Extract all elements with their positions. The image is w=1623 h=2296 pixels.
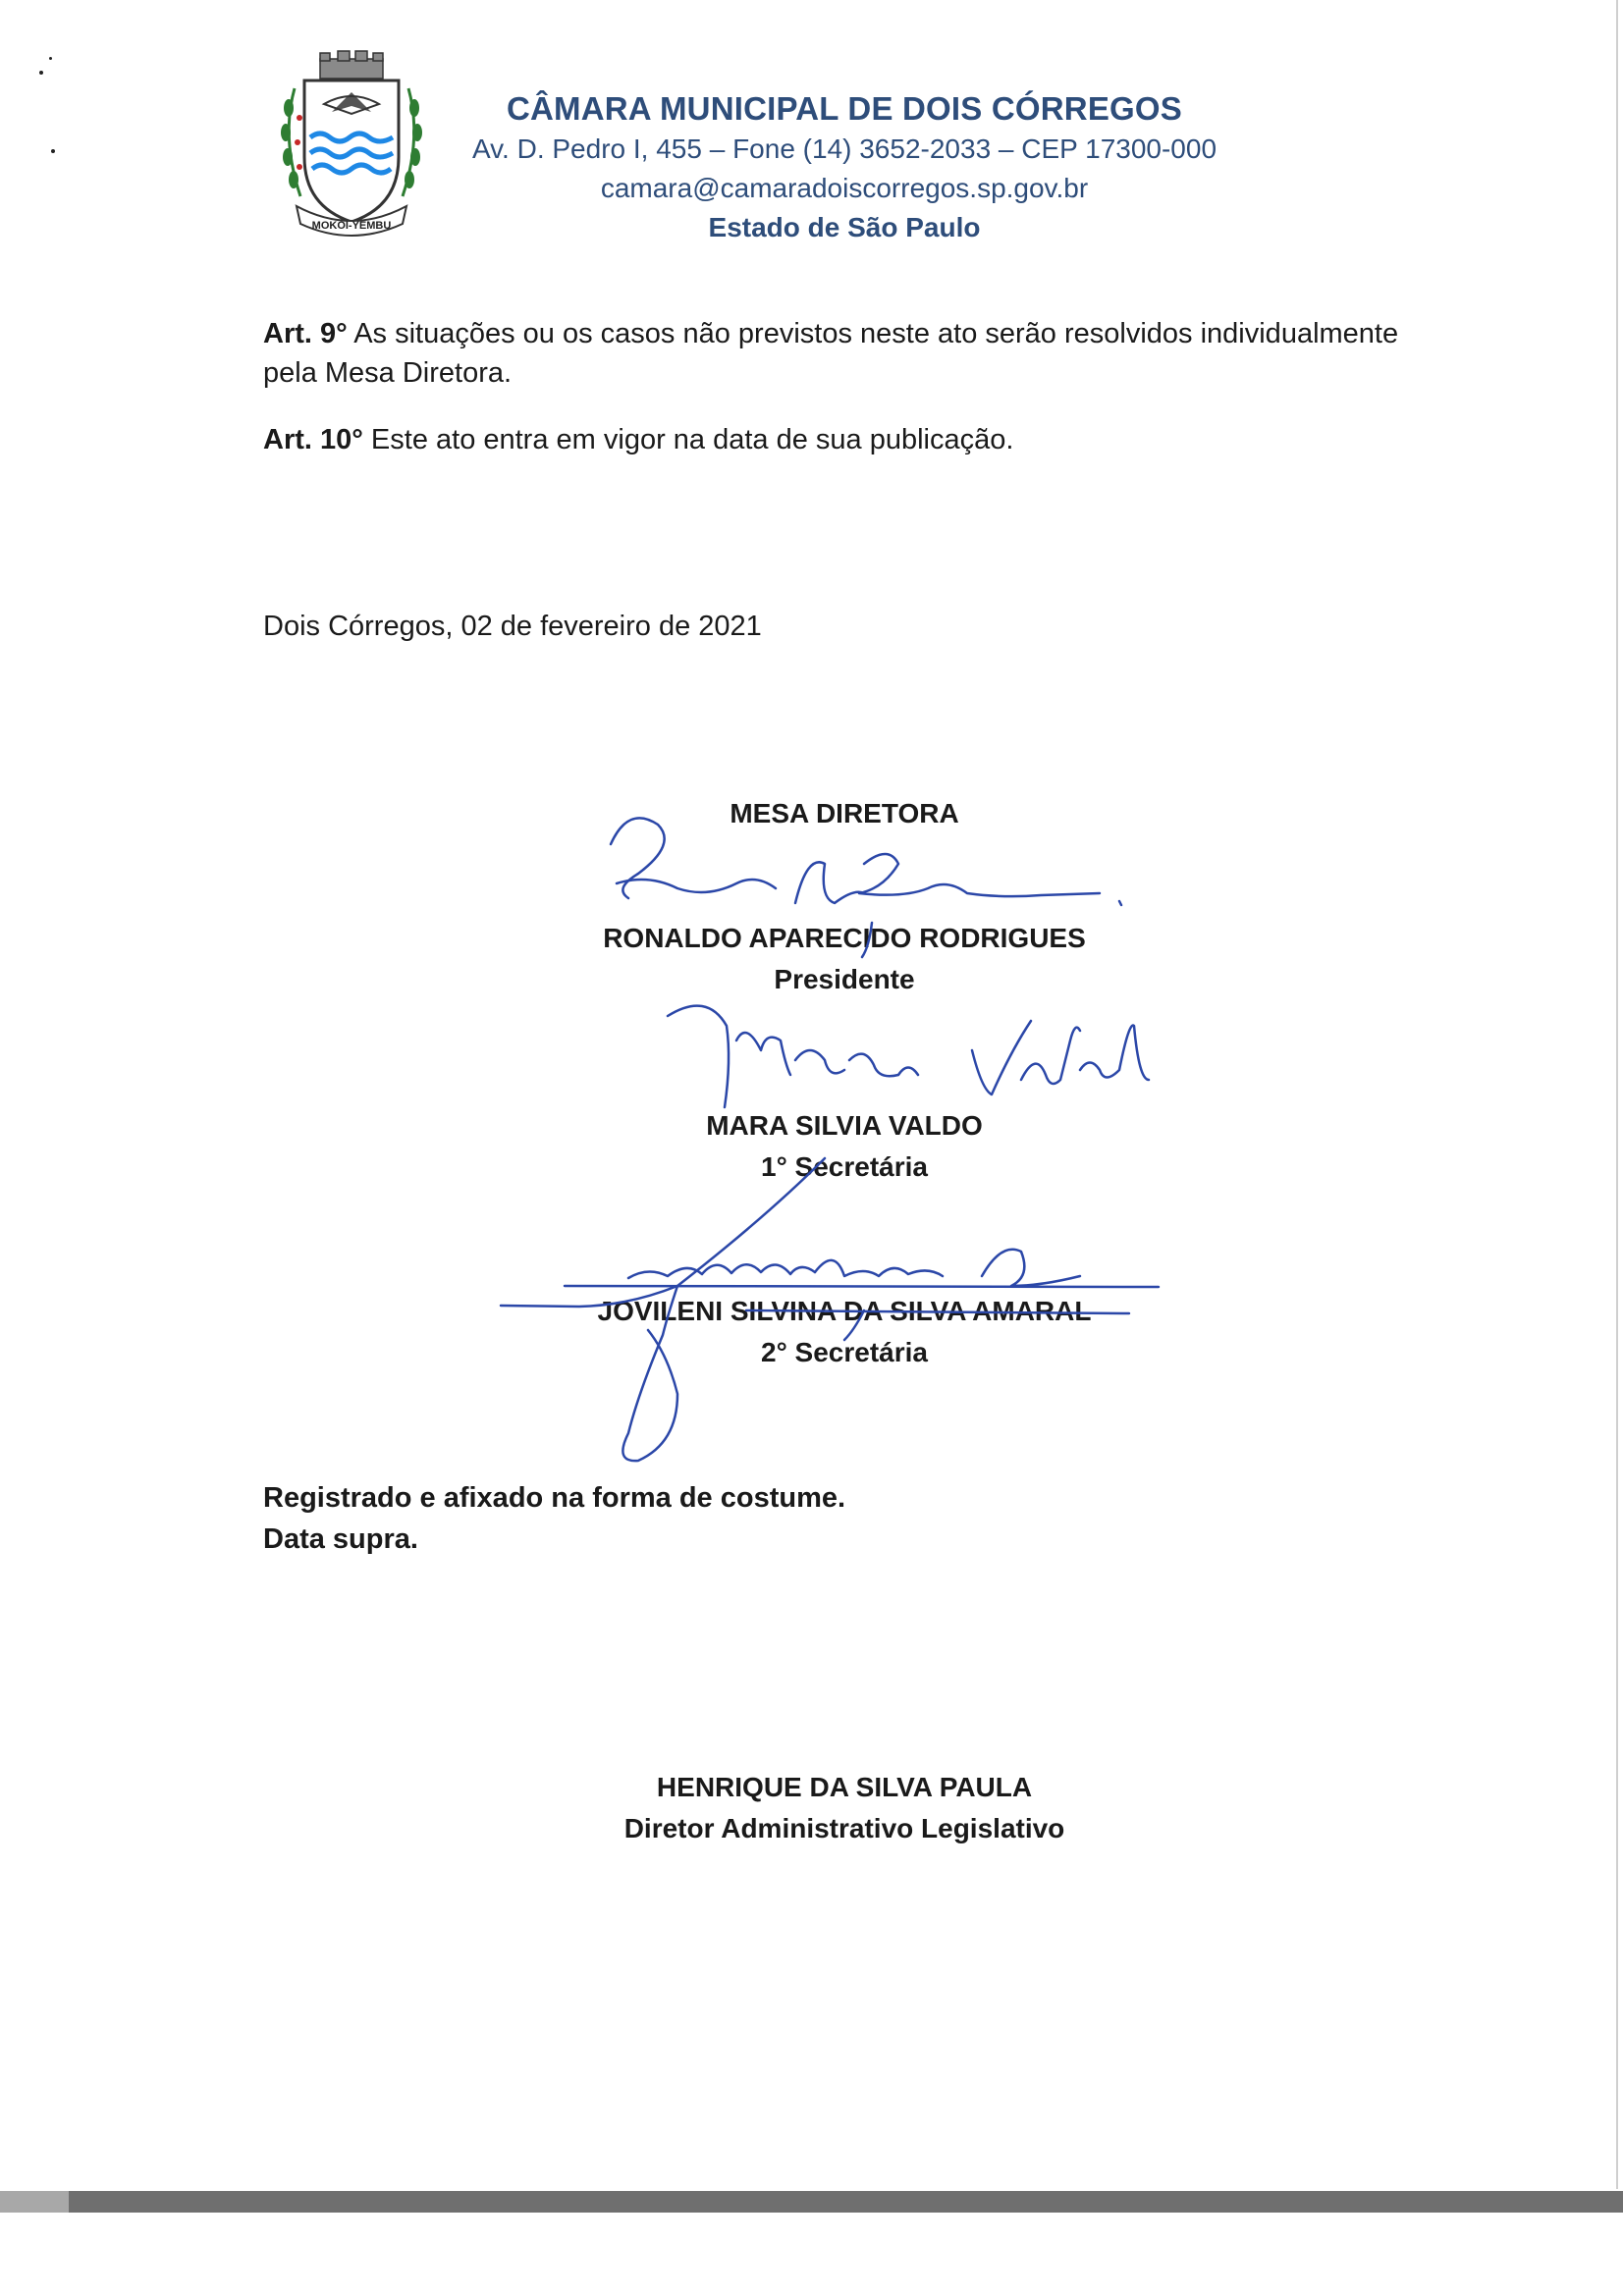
letterhead-title: CÂMARA MUNICIPAL DE DOIS CÓRREGOS xyxy=(506,90,1182,127)
signatory-1 xyxy=(550,918,1139,1000)
letterhead xyxy=(422,88,1267,247)
signatory-3 xyxy=(550,1291,1139,1373)
crest-motto-text: MOKOI-YEMBU xyxy=(311,220,392,232)
director-role: Diretor Administrativo Legislativo xyxy=(623,1813,1065,1843)
scan-border xyxy=(0,2191,1623,2213)
municipal-crest-logo xyxy=(273,49,430,245)
dateline: Dois Córregos, 02 de fevereiro de 2021 xyxy=(263,611,762,642)
registro-note xyxy=(263,1477,845,1560)
signatory-2 xyxy=(550,1105,1139,1188)
scan-border-light xyxy=(0,2191,69,2213)
article-9-label: Art. 9° xyxy=(263,318,348,349)
signatory-1-role: Presidente xyxy=(774,964,915,994)
signatory-3-role: 2° Secretária xyxy=(761,1337,928,1367)
signatory-1-name: RONALDO APARECIDO RODRIGUES xyxy=(603,923,1086,953)
article-10-label: Art. 10° xyxy=(263,424,363,455)
scan-speck xyxy=(51,149,55,153)
signatory-2-role: 1° Secretária xyxy=(761,1151,928,1182)
letterhead-address: Av. D. Pedro I, 455 – Fone (14) 3652-2033 – CEP 17300-000 xyxy=(471,133,1217,164)
mesa-diretora-title: MESA DIRETORA xyxy=(730,798,959,828)
article-10-text: Este ato entra em vigor na data de sua publicação. xyxy=(362,424,1014,455)
registro-line-2: Data supra. xyxy=(263,1523,418,1555)
director-signatory xyxy=(550,1767,1139,1849)
registro-line-1: Registrado e afixado na forma de costume. xyxy=(263,1482,846,1514)
signatory-3-name: JOVILENI SILVINA DA SILVA AMARAL xyxy=(597,1296,1092,1326)
article-10 xyxy=(263,420,1441,459)
page-edge xyxy=(1616,0,1618,2189)
article-9-text: As situações ou os casos não previstos neste ato serão resolvidos individualmente pela Mesa Diretora. xyxy=(263,318,1399,389)
article-9 xyxy=(263,314,1441,393)
director-name: HENRIQUE DA SILVA PAULA xyxy=(656,1772,1033,1802)
letterhead-email: camara@camaradoiscorregos.sp.gov.br xyxy=(600,173,1089,203)
letterhead-state: Estado de São Paulo xyxy=(708,212,981,242)
scan-speck xyxy=(39,71,43,75)
signature-2-image xyxy=(668,1006,1149,1107)
signatory-2-name: MARA SILVIA VALDO xyxy=(706,1110,983,1141)
scan-speck xyxy=(49,57,52,60)
